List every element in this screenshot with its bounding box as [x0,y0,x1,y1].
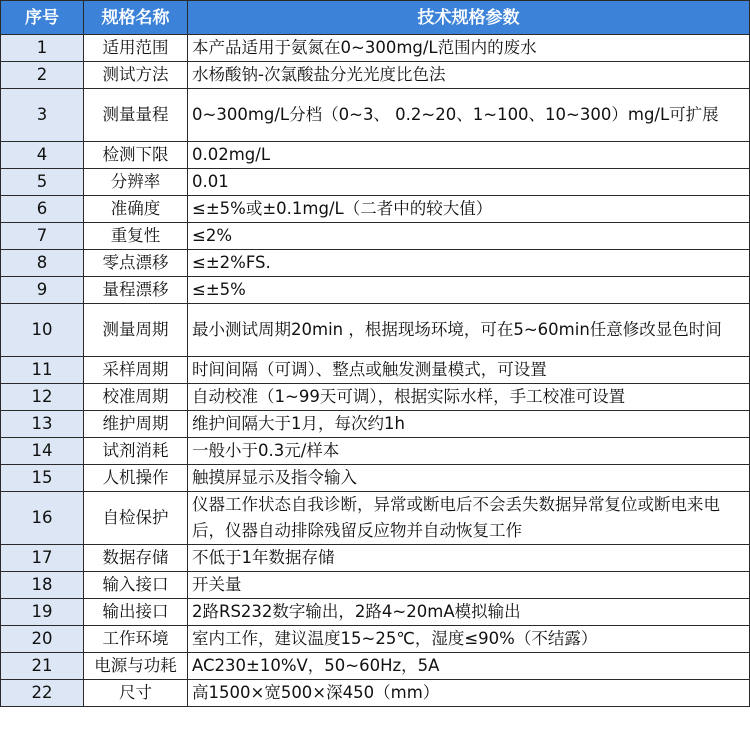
table-row [1,465,750,492]
table-row [1,492,750,545]
row-spec-param: 最小测试周期20min ，根据现场环境，可在5~60min任意修改显色时间 [188,304,750,357]
row-index: 2 [1,62,84,89]
row-spec-name: 输入接口 [84,572,188,599]
row-index: 7 [1,223,84,250]
table-row [1,653,750,680]
row-spec-param: 0~300mg/L分档（0~3、 0.2~20、1~100、10~300）mg/L可扩展 [188,89,750,142]
row-spec-param: 0.02mg/L [188,142,750,169]
row-spec-name: 检测下限 [84,142,188,169]
row-index: 5 [1,169,84,196]
table-row [1,438,750,465]
row-spec-name: 准确度 [84,196,188,223]
row-index: 6 [1,196,84,223]
row-spec-param: 自动校准（1~99天可调），根据实际水样，手工校准可设置 [188,384,750,411]
table-row [1,62,750,89]
row-spec-name: 测量周期 [84,304,188,357]
row-index: 14 [1,438,84,465]
row-spec-param: ≤2% [188,223,750,250]
row-spec-name: 数据存储 [84,545,188,572]
row-spec-param: 2路RS232数字输出，2路4~20mA模拟输出 [188,599,750,626]
table-row [1,545,750,572]
table-row [1,223,750,250]
row-spec-name: 校准周期 [84,384,188,411]
row-spec-param: 室内工作，建议温度15~25℃，湿度≤90%（不结露） [188,626,750,653]
row-index: 1 [1,35,84,62]
row-spec-param: 仪器工作状态自我诊断，异常或断电后不会丢失数据异常复位或断电来电后，仪器自动排除残留反应物并自动恢复工作 [188,492,750,545]
row-spec-param: 触摸屏显示及指令输入 [188,465,750,492]
row-spec-name: 人机操作 [84,465,188,492]
row-spec-param: ≤±5%或±0.1mg/L（二者中的较大值） [188,196,750,223]
row-index: 20 [1,626,84,653]
row-index: 13 [1,411,84,438]
row-spec-name: 适用范围 [84,35,188,62]
table-row [1,357,750,384]
row-index: 16 [1,492,84,545]
row-spec-param: 0.01 [188,169,750,196]
row-index: 3 [1,89,84,142]
table-row [1,384,750,411]
table-header-row [1,1,750,35]
table-row [1,35,750,62]
header-spec-params: 技术规格参数 [188,1,750,35]
row-spec-name: 电源与功耗 [84,653,188,680]
row-spec-name: 尺寸 [84,680,188,707]
row-index: 11 [1,357,84,384]
row-index: 12 [1,384,84,411]
row-spec-name: 采样周期 [84,357,188,384]
row-index: 22 [1,680,84,707]
table-row [1,169,750,196]
row-spec-name: 自检保护 [84,492,188,545]
row-spec-name: 输出接口 [84,599,188,626]
row-spec-param: ≤±5% [188,277,750,304]
table-row [1,250,750,277]
row-spec-param: 高1500×宽500×深450（mm） [188,680,750,707]
table-row [1,572,750,599]
row-spec-name: 测试方法 [84,62,188,89]
header-spec-name: 规格名称 [84,1,188,35]
row-spec-param: 本产品适用于氨氮在0~300mg/L范围内的废水 [188,35,750,62]
row-index: 19 [1,599,84,626]
row-spec-name: 分辨率 [84,169,188,196]
row-spec-name: 零点漂移 [84,250,188,277]
row-spec-name: 试剂消耗 [84,438,188,465]
row-spec-name: 工作环境 [84,626,188,653]
row-spec-param: 时间间隔（可调）、整点或触发测量模式，可设置 [188,357,750,384]
table-row [1,599,750,626]
table-row [1,411,750,438]
row-spec-name: 重复性 [84,223,188,250]
row-index: 4 [1,142,84,169]
table-row [1,304,750,357]
table-row [1,626,750,653]
table-row [1,277,750,304]
row-index: 8 [1,250,84,277]
table-row [1,89,750,142]
row-spec-name: 量程漂移 [84,277,188,304]
header-index: 序号 [1,1,84,35]
row-index: 18 [1,572,84,599]
row-index: 21 [1,653,84,680]
table-row [1,680,750,707]
table-row [1,142,750,169]
row-index: 10 [1,304,84,357]
row-spec-param: 一般小于0.3元/样本 [188,438,750,465]
row-index: 9 [1,277,84,304]
table-row [1,196,750,223]
row-spec-param: 开关量 [188,572,750,599]
row-spec-param: 水杨酸钠-次氯酸盐分光光度比色法 [188,62,750,89]
row-spec-param: 不低于1年数据存储 [188,545,750,572]
row-spec-param: 维护间隔大于1月，每次约1h [188,411,750,438]
row-spec-param: ≤±2%FS. [188,250,750,277]
row-spec-param: AC230±10%V，50~60Hz，5A [188,653,750,680]
row-spec-name: 测量量程 [84,89,188,142]
row-index: 15 [1,465,84,492]
row-spec-name: 维护周期 [84,411,188,438]
row-index: 17 [1,545,84,572]
